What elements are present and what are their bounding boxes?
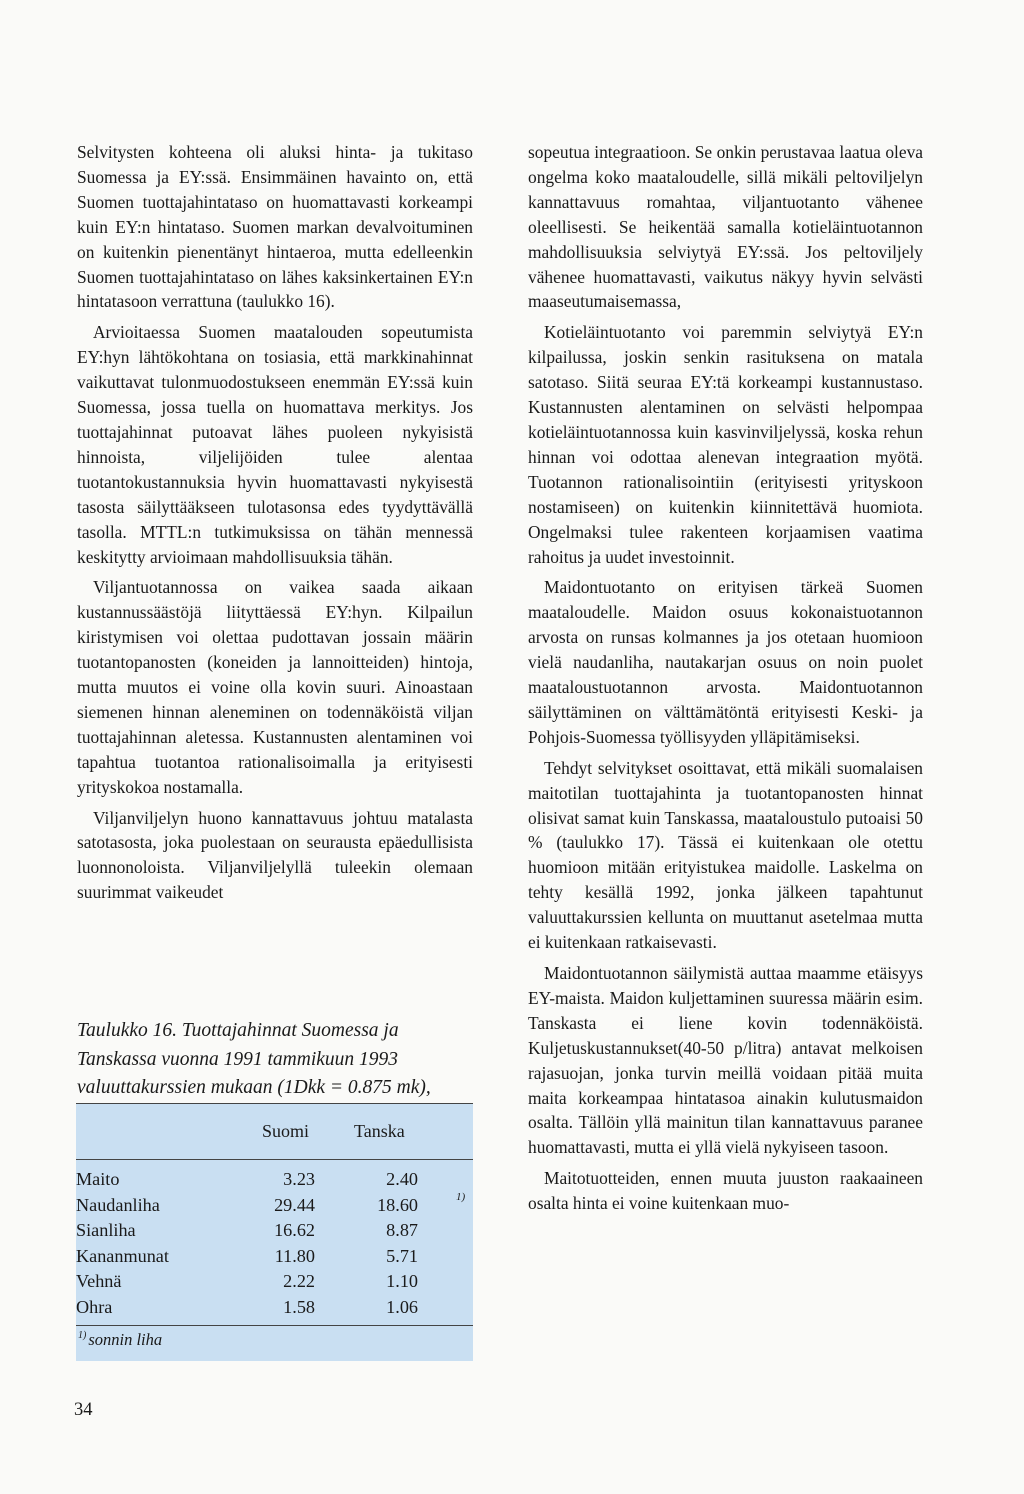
row-suomi-price: 29.44 <box>274 1194 315 1215</box>
row-tanska-price: 1.06 <box>386 1296 418 1317</box>
paragraph: sopeutua integraatioon. Se onkin perustavaa laatua oleva ongelma koko maataloudelle, sillä mikäli peltoviljelyn kannattavuus romahtaa, viljantuotanto vähenee oleellisesti. Se heikentää samalla kotieläintuotannon mahdollisuuksia selviytyä EY:ssä. Jos peltoviljely vähenee huomattavasti, vaikutus näkyy hyvin selvästi maaseutumaisemassa, <box>528 142 923 312</box>
right-text-column <box>528 140 923 1222</box>
row-suomi-price: 3.23 <box>283 1169 315 1189</box>
price-table <box>76 1103 473 1361</box>
row-product: Ohra <box>76 1296 113 1317</box>
row-tanska-price: 2.40 <box>386 1169 418 1189</box>
paragraph: Maidontuotanto on erityisen tärkeä Suomen maataloudelle. Maidon osuus kokonaistuotannon arvosta on runsas kolmannes ja jos otetaan huomioon vielä naudanliha, nautakarjan osuus on noin puolet maataloustuotannon arvosta. Maidontuotannon säilyttäminen on välttämätöntä erityisesti Keski- ja Pohjois-Suomessa työllisyyden ylläpitämiseksi. <box>528 577 923 747</box>
row-tanska-price: 18.60 <box>377 1194 418 1215</box>
row-suomi-price: 16.62 <box>274 1220 315 1241</box>
paragraph: Maidontuotannon säilymistä auttaa maamme etäisyys EY-maista. Maidon kuljettaminen suuressa määrin esim. Tanskasta ei liene kovin todennäköistä. Kuljetuskustannukset(40-50 p/litra) antavat melkoisen rajasuojan, jonka turvin meillä voidaan pitää muita maita korkeampaa hintatasoa ainakin kulutusmaidon osalta. Tällöin yllä mainitun tilan kannattavuus paranee huomattavasti, mutta ei yllä vielä nykyiseen tasoon. <box>528 963 923 1158</box>
paragraph: Kotieläintuotanto voi paremmin selviytyä EY:n kilpailussa, joskin senkin rasituksena on matala satotaso. Siitä seuraa EY:tä korkeampi kustannustaso. Kustannusten alentaminen on selvästi helpompaa kotieläintuotannossa kuin kasvinviljelyssä, koska rehun hinnan voi odottaa alenevan integraation myötä. Tuotannon rationalisointiin (erityisesti yrityskoon nostamiseen) on kuitenkin kiinnitettävä huomiota. Ongelmaksi tulee rakenteen korjaamisen vaatima rahoitus ja uudet investoinnit. <box>528 322 923 567</box>
table-footnote <box>78 1330 162 1350</box>
left-text-column <box>77 140 473 911</box>
row-product: Sianliha <box>76 1220 136 1241</box>
paragraph: Viljanviljelyn huono kannattavuus johtuu matalasta satotasosta, joka puolestaan on seurausta epäedullisista luonnonoloista. Viljanviljelyllä tuleekin olemaan suurimmat vaikeudet <box>77 807 473 903</box>
table-row <box>76 1220 473 1246</box>
paragraph: Arvioitaessa Suomen maatalouden sopeutumista EY:hyn lähtökohtana on tosiasia, että markkinahinnat vaikuttavat tulonmuodostukseen enemmän EY:ssä kuin Suomessa, jossa tuella on huomattava merkitys. Jos tuottajahinnat putoavat lähes puoleen nykyisistä hinnoista, viljelijöiden tulee alentaa tuotantokustannuksia hyvin huomattavasti nykyisestä tasosta säilyttääkseen tulotasonsa edes tyydyttävällä tasolla. MTTL:n tutkimuksissa on tähän mennessä keskitytty arvioimaan mahdollisuuksia tähän. <box>77 322 473 567</box>
footnote-text: sonnin liha <box>88 1330 163 1349</box>
paragraph: Viljantuotannossa on vaikea saada aikaan kustannussäästöjä liityttäessä EY:hyn. Kilpailun kiristymisen voi olettaa pudottavan jossain määrin tuotantopanosten (koneiden ja lannoitteiden) hintoja, mutta muutos ei voine olla kovin suuri. Ainoastaan siemenen hinnan aleneminen on todennäköistä viljan tuottajahinnan aletessa. Kustannusten alentaminen voi tapahtua tuotantoa rationalisoimalla ja erityisesti yrityskokoa nostamalla. <box>77 577 473 797</box>
table-row <box>76 1169 473 1195</box>
table-header <box>76 1121 473 1151</box>
table-header-rule <box>76 1159 473 1160</box>
row-tanska-price: 8.87 <box>386 1220 418 1241</box>
row-suomi-price: 2.22 <box>283 1271 315 1292</box>
page-number: 34 <box>74 1400 93 1420</box>
table-row <box>76 1190 473 1221</box>
paragraph: Selvitysten kohteena oli aluksi hinta- ja tukitaso Suomessa ja EY:ssä. Ensimmäinen havainto on, että Suomen tuottajahintataso on huomattavasti korkeampi kuin EY:n hintataso. Suomen markan devalvoituminen on kuitenkin pienentänyt hintaeroa, mutta edelleenkin Suomen tuottajahintataso on lähes kaksinkertainen EY:n hintatasoon verrattuna (taulukko 16). <box>77 142 473 312</box>
paragraph: Tehdyt selvitykset osoittavat, että mikäli suomalaisen maitotilan tuottajahinta ja tuotantopanosten hinnat olisivat samat kuin Tanskassa, maataloustulo putoaisi 50 % (taulukko 17). Tässä ei kuitenkaan ole otettu huomioon mitään erityistukea maidolle. Laskelma on tehty kesällä 1992, jonka jälkeen tapahtunut valuuttakurssien kellunta on muuttanut asetelmaa mutta ei kuitenkaan ratkaisevasti. <box>528 757 923 953</box>
column-header-tanska: Tanska <box>354 1121 405 1141</box>
footnote-mark: 1) <box>78 1330 87 1341</box>
row-tanska-price: 5.71 <box>386 1245 418 1266</box>
table-row <box>76 1246 473 1272</box>
table-row <box>76 1297 473 1323</box>
table-bottom-rule <box>76 1325 473 1326</box>
column-header-suomi: Suomi <box>262 1121 310 1141</box>
row-suomi-price: 11.80 <box>274 1245 315 1266</box>
table-body <box>76 1169 473 1323</box>
table-top-rule <box>76 1103 473 1104</box>
row-suomi-price: 1.58 <box>283 1296 315 1317</box>
table-caption: Taulukko 16. Tuottajahinnat Suomessa ja Tanskassa vuonna 1991 tammikuun 1993 valuuttakurssien mukaan (1Dkk = 0.875 mk), <box>77 1020 431 1098</box>
row-product: Maito <box>76 1169 120 1189</box>
row-footnote-mark: 1) <box>456 1190 466 1203</box>
row-tanska-price: 1.10 <box>386 1271 418 1292</box>
table-row <box>76 1271 473 1297</box>
row-product: Vehnä <box>76 1271 122 1292</box>
row-product: Kananmunat <box>76 1245 169 1266</box>
paragraph: Maitotuotteiden, ennen muuta juuston raakaaineen osalta hinta ei voine kuitenkaan muo- <box>528 1168 923 1214</box>
row-product: Naudanliha <box>76 1194 160 1215</box>
